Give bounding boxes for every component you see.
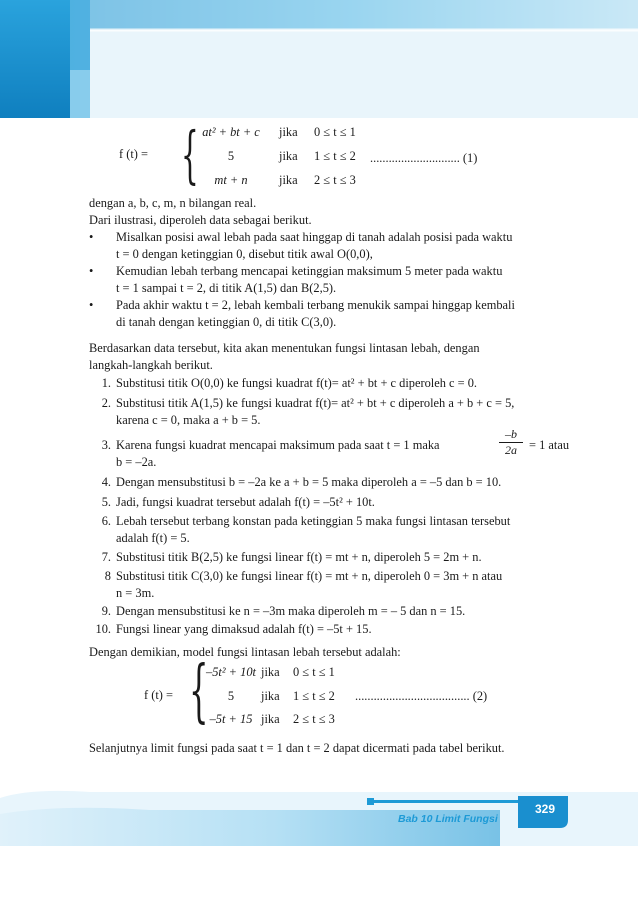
step-number: 1. xyxy=(101,376,111,390)
step-text: Substitusi titik O(0,0) ke fungsi kuadrat f(t)= at² + bt + c diperoleh c = 0. xyxy=(116,376,477,390)
formula2-row2-cond: jika xyxy=(261,689,280,703)
footer-band-graphic xyxy=(0,786,638,856)
chapter-title: Bab 10 Limit Fungsi xyxy=(398,813,498,825)
formula2-row2-range: 1 ≤ t ≤ 2 xyxy=(293,689,335,703)
step-text: adalah f(t) = 5. xyxy=(116,531,190,545)
text-line: Dari ilustrasi, diperoleh data sebagai berikut. xyxy=(89,213,312,227)
formula2-row3-cond: jika xyxy=(261,712,280,726)
footer-band xyxy=(0,786,638,856)
step-number: 3. xyxy=(101,438,111,452)
formula2-row3-expr: –5t + 15 xyxy=(209,712,253,726)
text-line: Kemudian lebah terbang mencapai ketinggian maksimum 5 meter pada waktu xyxy=(116,264,503,278)
step-number: 6. xyxy=(101,514,111,528)
formula1-lhs: f (t) = xyxy=(119,147,149,161)
step-text: Karena fungsi kuadrat mencapai maksimum pada saat t = 1 maka xyxy=(116,438,440,452)
step-text: Dengan mensubstitusi ke n = –3m maka diperoleh m = – 5 dan n = 15. xyxy=(116,604,466,618)
step-text: = 1 atau xyxy=(529,438,570,452)
step-text: karena c = 0, maka a + b = 5. xyxy=(116,413,261,427)
formula1-row1-cond: jika xyxy=(279,125,298,139)
formula1-row1-range: 0 ≤ t ≤ 1 xyxy=(314,125,356,139)
step-text: Substitusi titik B(2,5) ke fungsi linear f(t) = mt + n, diperoleh 5 = 2m + n. xyxy=(116,550,482,564)
step-number: 10. xyxy=(95,622,111,636)
step-number: 9. xyxy=(101,604,111,618)
formula2-tag: ..................................... (2) xyxy=(355,689,488,703)
formula2-row1-cond: jika xyxy=(261,665,280,679)
step-text: b = –2a. xyxy=(116,455,157,469)
step-number: 5. xyxy=(101,495,111,509)
step-text: n = 3m. xyxy=(116,586,155,600)
page-number: 329 xyxy=(534,802,556,816)
formula2-row2-expr: 5 xyxy=(227,689,235,703)
text-line: t = 0 dengan ketinggian 0, disebut titik awal O(0,0), xyxy=(116,247,373,261)
bullet: • xyxy=(89,264,94,278)
text-line: Misalkan posisi awal lebah pada saat hinggap di tanah adalah posisi pada waktu xyxy=(116,230,513,244)
text-line: Dengan demikian, model fungsi lintasan lebah tersebut adalah: xyxy=(89,645,401,659)
formula1-row2-expr: 5 xyxy=(227,149,235,163)
text-line: t = 1 sampai t = 2, di titik A(1,5) dan B(2,5). xyxy=(116,281,337,295)
step-number: 4. xyxy=(101,475,111,489)
formula1-row3-range: 2 ≤ t ≤ 3 xyxy=(314,173,356,187)
step-text: Dengan mensubstitusi b = –2a ke a + b = 5 maka diperoleh a = –5 dan b = 10. xyxy=(116,475,502,489)
formula1-row2-range: 1 ≤ t ≤ 2 xyxy=(314,149,356,163)
header-band-graphic xyxy=(0,0,638,118)
header-band xyxy=(0,0,638,118)
formula2-lhs: f (t) = xyxy=(144,688,174,702)
text-line: Pada akhir waktu t = 2, lebah kembali terbang menukik sampai hinggap kembali xyxy=(116,298,515,312)
text-line: langkah-langkah berikut. xyxy=(89,358,213,372)
step-text: Substitusi titik A(1,5) ke fungsi kuadrat f(t)= at² + bt + c diperoleh a + b + c = 5, xyxy=(116,396,515,410)
step-text: Jadi, fungsi kuadrat tersebut adalah f(t) = –5t² + 10t. xyxy=(116,495,375,509)
formula2-row3-range: 2 ≤ t ≤ 3 xyxy=(293,712,335,726)
formula1-row1-expr: at² + bt + c xyxy=(202,125,260,139)
text-line: Berdasarkan data tersebut, kita akan menentukan fungsi lintasan lebah, dengan xyxy=(89,341,480,355)
bullet: • xyxy=(89,230,94,244)
step-text: Fungsi linear yang dimaksud adalah f(t) = –5t + 15. xyxy=(116,622,372,636)
bullet: • xyxy=(89,298,94,312)
formula2-row1-expr: –5t² + 10t xyxy=(206,665,256,679)
formula1-row3-expr: mt + n xyxy=(214,173,248,187)
formula1-brace: { xyxy=(181,118,199,191)
formula1-row2-cond: jika xyxy=(279,149,298,163)
step-number: 7. xyxy=(101,550,111,564)
formula1-row3-cond: jika xyxy=(279,173,298,187)
formula1-tag: ............................. (1) xyxy=(370,151,478,165)
fraction-numerator: –b xyxy=(505,427,517,441)
formula2-row1-range: 0 ≤ t ≤ 1 xyxy=(293,665,335,679)
fraction-denominator: 2a xyxy=(505,443,517,457)
step-number: 2. xyxy=(101,396,111,410)
text-line: dengan a, b, c, m, n bilangan real. xyxy=(89,196,257,210)
step-text: Lebah tersebut terbang konstan pada ketinggian 5 maka fungsi lintasan tersebut xyxy=(116,514,511,528)
text-line: Selanjutnya limit fungsi pada saat t = 1 dan t = 2 dapat dicermati pada tabel berikut. xyxy=(89,741,505,755)
formula2-brace: { xyxy=(189,652,209,731)
step-text: Substitusi titik C(3,0) ke fungsi linear f(t) = mt + n, diperoleh 0 = 3m + n atau xyxy=(116,569,503,583)
step-number: 8 xyxy=(104,569,111,583)
text-line: di tanah dengan ketinggian 0, di titik C(3,0). xyxy=(116,315,337,329)
